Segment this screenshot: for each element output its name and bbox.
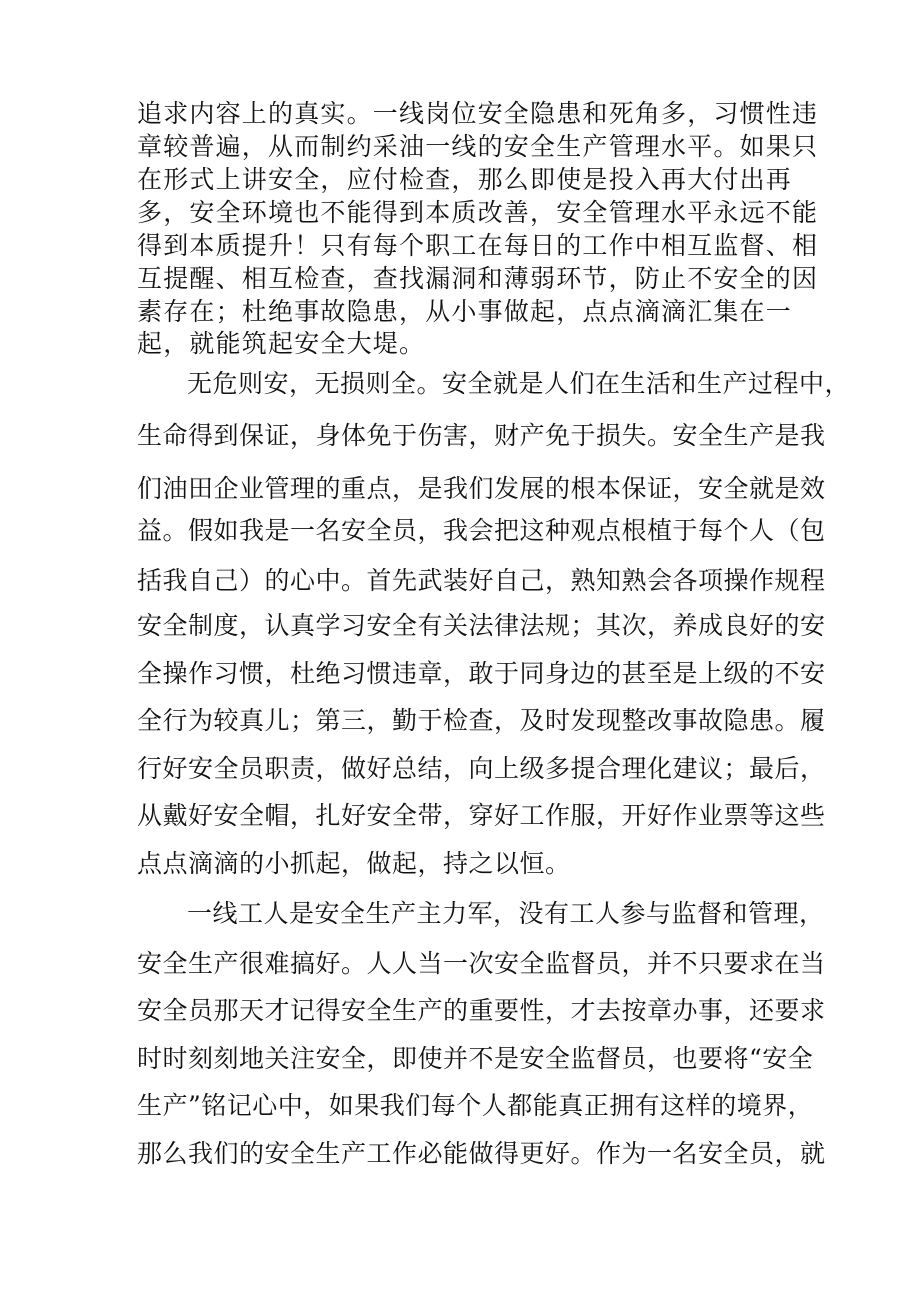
text-line: 追求内容上的真实。一线岗位安全隐患和死角多，习惯性违: [137, 99, 819, 128]
text-line: 一线工人是安全生产主力军，没有工人参与监督和管理，: [187, 899, 825, 928]
text-line: 时时刻刻地关注安全，即使并不是安全监督员，也要将“安全: [137, 1044, 814, 1073]
text-line: 从戴好安全帽，扎好安全带，穿好工作服，开好作业票等这些: [137, 801, 826, 830]
text-line: 安全制度，认真学习安全有关法律法规；其次，养成良好的安: [137, 611, 826, 640]
text-line: 得到本质提升！只有每个职工在每日的工作中相互监督、相: [137, 231, 819, 260]
text-line: 括我自己）的心中。首先武装好自己，熟知熟会各项操作规程: [137, 566, 826, 595]
text-line: 在形式上讲安全，应付检查，那么即使是投入再大付出再: [137, 165, 793, 194]
text-line: 行好安全员职责，做好总结，向上级多提合理化建议；最后，: [137, 754, 826, 783]
text-line: 无危则安，无损则全。安全就是人们在生活和生产过程中，: [187, 369, 851, 398]
text-line: 生命得到保证，身体免于伤害，财产免于损失。安全生产是我: [137, 421, 826, 450]
text-line: 多，安全环境也不能得到本质改善，安全管理水平永远不能: [137, 198, 819, 227]
text-line: 那么我们的安全生产工作必能做得更好。作为一名安全员，就: [137, 1139, 826, 1168]
text-line: 生产”铭记心中，如果我们每个人都能真正拥有这样的境界，: [137, 1091, 814, 1120]
text-line: 安全生产很难搞好。人人当一次安全监督员，并不只要求在当: [137, 949, 826, 978]
text-line: 安全员那天才记得安全生产的重要性，才去按章办事，还要求: [137, 996, 826, 1025]
text-line: 章较普遍，从而制约采油一线的安全生产管理水平。如果只: [137, 132, 819, 161]
text-line: 益。假如我是一名安全员，我会把这种观点根植于每个人（包: [137, 516, 826, 545]
text-line: 全操作习惯，杜绝习惯违章，敢于同身边的甚至是上级的不安: [137, 659, 826, 688]
text-line: 起，就能筑起安全大堤。: [137, 329, 426, 358]
text-line: 素存在；杜绝事故隐患，从小事做起，点点滴滴汇集在一: [137, 297, 793, 326]
text-line: 互提醒、相互检查，查找漏洞和薄弱环节，防止不安全的因: [137, 264, 819, 293]
text-line: 点点滴滴的小抓起，做起，持之以恒。: [137, 849, 571, 878]
text-line: 们油田企业管理的重点，是我们发展的根本保证，安全就是效: [137, 474, 826, 503]
text-line: 全行为较真儿；第三，勤于检查，及时发现整改事故隐患。履: [137, 706, 826, 735]
